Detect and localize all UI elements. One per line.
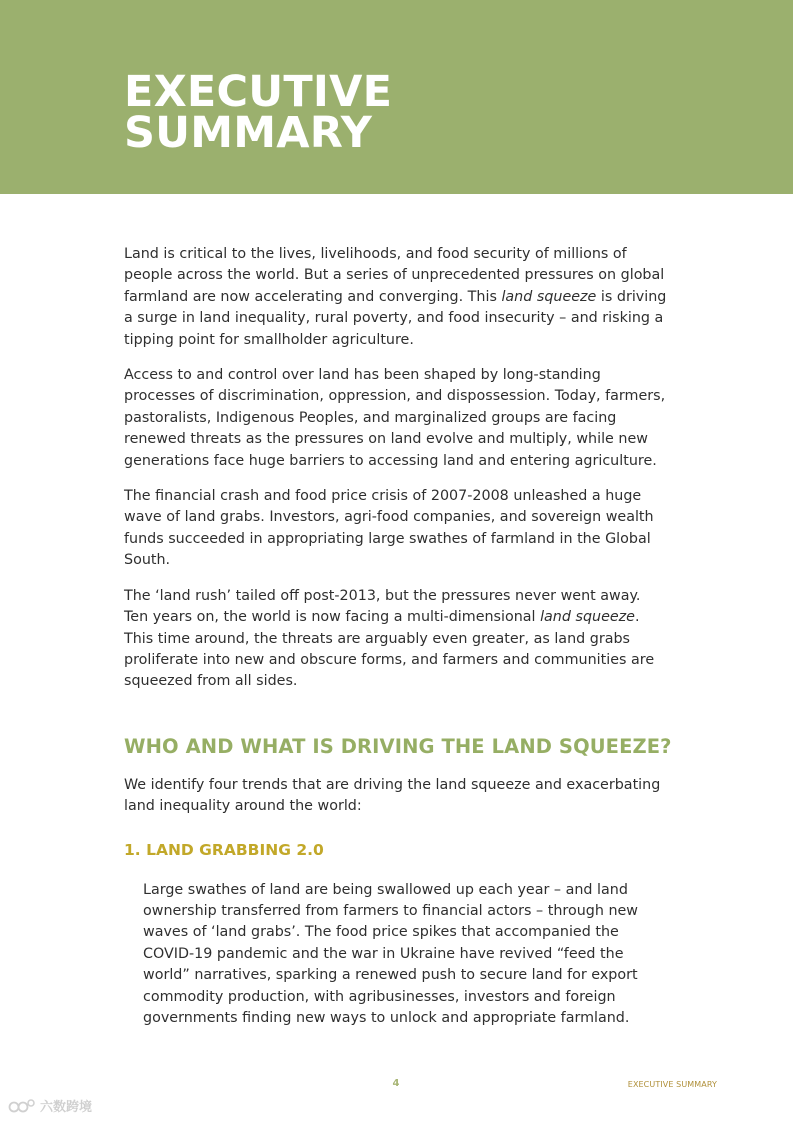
header-band xyxy=(0,0,793,194)
intro-p4-text-a: Ten years on, the world is now facing a multi-dimensional xyxy=(124,609,541,626)
trend-1-heading: 1. LAND GRABBING 2.0 xyxy=(124,840,324,859)
section-heading: WHO AND WHAT IS DRIVING THE LAND SQUEEZE? xyxy=(124,734,672,758)
intro-paragraph-1 xyxy=(124,244,672,351)
intro-p1-emphasis: land squeeze xyxy=(501,288,597,305)
watermark-text: 六数跨境 xyxy=(40,1100,93,1115)
intro-paragraph-4 xyxy=(124,586,672,693)
main-content xyxy=(124,244,672,1029)
intro-p1-text-a: Land is critical to the lives, livelihoods, and food security of millions of people across the world. But a series of unprecedented pressures on global farmland are now accelerating and converging. This xyxy=(124,246,665,305)
page-title xyxy=(124,67,393,158)
section-intro: We identify four trends that are driving the land squeeze and exacerbating land inequality around the world: xyxy=(124,776,661,815)
intro-paragraph-3: The financial crash and food price crisis of 2007-2008 unleashed a huge wave of land grabs. Investors, agri-food companies, and sovereign wealth funds succeeded in appropriating large swathes of farmland in the Global South. xyxy=(124,488,654,569)
intro-p4-line-1: The ‘land rush’ tailed off post-2013, but the pressures never went away. xyxy=(124,587,641,604)
page-number: 4 xyxy=(392,1078,400,1089)
page-title-line-2: SUMMARY xyxy=(124,108,373,158)
page-title-line-1: EXECUTIVE xyxy=(124,67,393,117)
intro-p4-emphasis: land squeeze xyxy=(540,609,635,626)
intro-p1-text-b: is driving a surge in land inequality, rural poverty, and food insecurity – and risking a tipping point for smallholder agriculture. xyxy=(124,288,667,348)
watermark xyxy=(8,1096,92,1115)
intro-p4-text-b: . This time around, the threats are arguably even greater, as land grabs proliferate into new and obscure forms, and farmers and communities are squeezed from all sides. xyxy=(124,609,655,690)
trend-1-body: Large swathes of land are being swallowed up each year – and land ownership transferred from farmers to financial actors – through new waves of ‘land grabs’. The food price spikes that accompanied the COVID-19 pandemic and the war in Ukraine have revived “feed the world” narratives, sparking a renewed push to secure land for export commodity production, with agribusinesses, investors and foreign governments finding new ways to unlock and appropriate farmland. xyxy=(143,881,639,1026)
intro-paragraph-2: Access to and control over land has been shaped by long-standing processes of discrimination, oppression, and dispossession. Today, farmers, pastoralists, Indigenous Peoples, and marginalized groups are facing renewed threats as the pressures on land evolve and multiply, while new generations face huge barriers to accessing land and entering agriculture. xyxy=(124,367,666,469)
footer-section-label: EXECUTIVE SUMMARY xyxy=(627,1080,717,1089)
watermark-logo-icon xyxy=(8,1098,36,1114)
